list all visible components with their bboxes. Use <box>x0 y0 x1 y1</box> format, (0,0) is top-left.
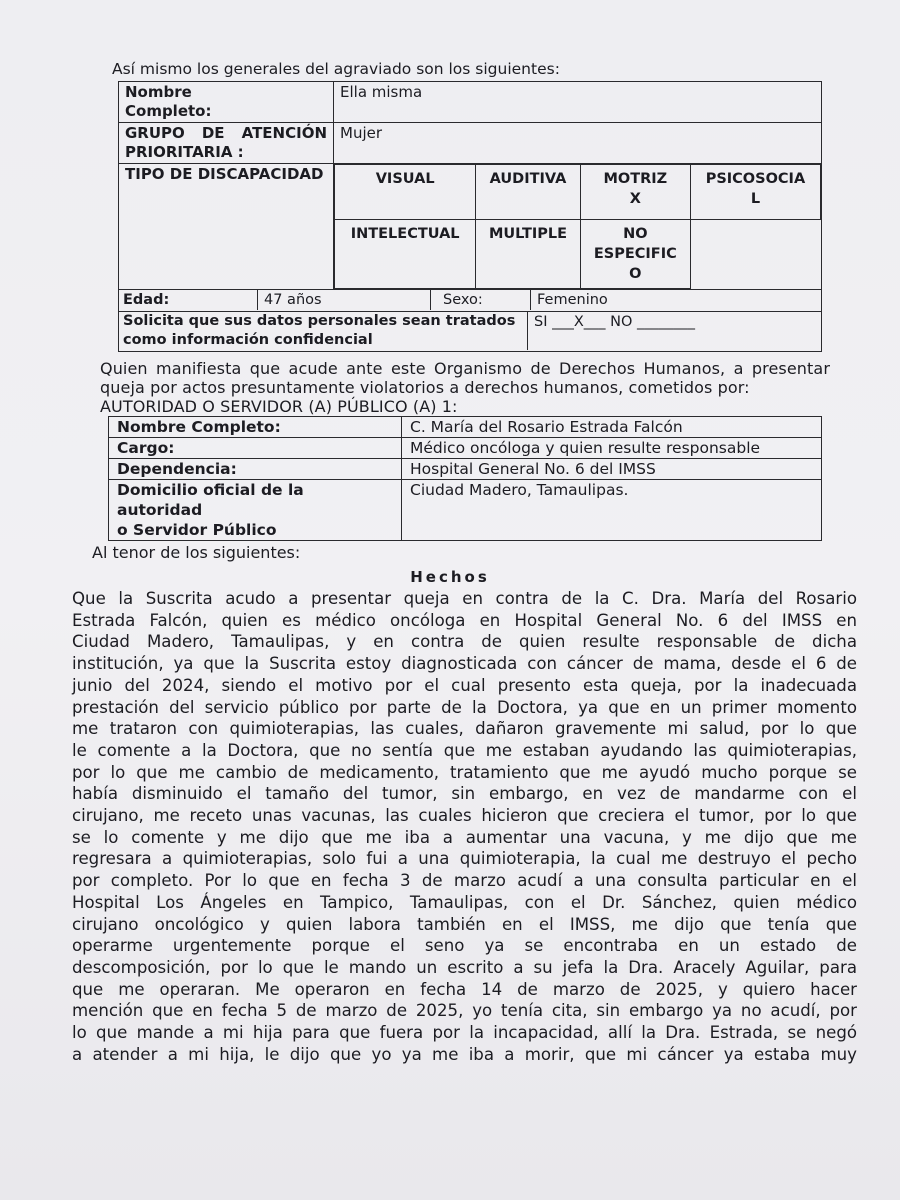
hechos-line: institución, ya que la Suscrita estoy diagnosticada con cáncer de mama, desde el 6 de <box>72 654 857 674</box>
confidencial-label: Solicita que sus datos personales sean tratados como información confidencial <box>119 312 528 350</box>
edad-sexo-grid <box>119 290 821 310</box>
hechos-line: prestación del servicio público por parte de la Doctora, ya que en un primer momento <box>72 697 857 717</box>
cargo-label: Cargo: <box>109 438 402 459</box>
hechos-line: se lo comente y me dijo que me iba a aumentar una vacuna, y me dijo que me <box>72 827 857 847</box>
row-confidencial <box>119 312 822 352</box>
dependencia-value: Hospital General No. 6 del IMSS <box>402 459 822 480</box>
hechos-line: Ciudad Madero, Tamaulipas, y en contra de quien resulte responsable de dicha <box>72 632 857 652</box>
hechos-line: le comente a la Doctora, que no sentía que me estaban ayudando las quimioterapias, <box>72 740 857 760</box>
hechos-line: por lo que me cambio de medicamento, tratamiento que me ayudó mucho porque se <box>72 762 857 782</box>
discap-motriz: MOTRIZ X <box>580 165 690 220</box>
row-autoridad-nombre <box>109 417 822 438</box>
hechos-line: descomposición, por lo que le mando un escrito a su jefa la Dra. Aracely Aguilar, para <box>72 957 857 977</box>
hechos-line: por completo. Por lo que en fecha 3 de marzo acudí a una consulta particular en el <box>72 871 857 891</box>
hechos-line: Estrada Falcón, quien es médico oncóloga en Hospital General No. 6 del IMSS en <box>72 610 857 630</box>
queja-paragraph: Quien manifiesta que acude ante este Organismo de Derechos Humanos, a presentar queja por actos presuntamente violatorios a derechos humanos, cometidos por: AUTORIDAD O SERVIDOR (A) PÚBLICO (A) 1: <box>100 359 830 416</box>
hechos-line: a atender a mi hija, le dijo que yo ya me iba a morir, que mi cáncer ya estaba muy <box>72 1044 857 1064</box>
nombre-label: Nombre Completo: <box>119 82 334 123</box>
domicilio-label: Domicilio oficial de la autoridad o Servidor Público <box>109 480 402 541</box>
nombre-value: Ella misma <box>334 82 822 123</box>
hechos-line: Que la Suscrita acudo a presentar queja en contra de la C. Dra. María del Rosario <box>72 589 857 608</box>
autoridad-table <box>108 416 822 541</box>
hechos-line: cirujano, me receto unas vacunas, las cuales hicieron que creciera el tumor, por lo que <box>72 806 857 826</box>
discap-empty <box>690 220 820 289</box>
discap-psicosocial: PSICOSOCIA L <box>690 165 820 220</box>
hechos-line: me trataron con quimioterapias, las cuales, dañaron gravemente mi salud, por lo que <box>72 719 857 739</box>
row-nombre <box>119 82 822 123</box>
hechos-line: mención que en fecha 5 de marzo de 2025, yo tenía cita, sin embargo ya no acudí, por <box>72 1001 857 1021</box>
hechos-line: había disminuido el tamaño del tumor, sin embargo, en vez de mandarme con el <box>72 784 857 804</box>
hechos-heading: Hechos <box>410 568 490 586</box>
sexo-value: Femenino <box>531 290 822 310</box>
confidencial-grid <box>119 312 821 350</box>
grupo-value: Mujer <box>334 123 822 164</box>
hechos-line: cirujano oncológico y quien labora también en el IMSS, me dijo que tenía que <box>72 914 857 934</box>
edad-label: Edad: <box>119 290 258 310</box>
confidencial-value: SI ___X___ NO ________ <box>528 312 822 350</box>
discapacidad-grid <box>334 164 821 289</box>
intro-text: Así mismo los generales del agraviado son los siguientes: <box>112 60 560 78</box>
grupo-label: GRUPO DE ATENCIÓN PRIORITARIA : <box>119 123 334 164</box>
discap-multiple: MULTIPLE <box>476 220 580 289</box>
discap-visual: VISUAL <box>335 165 476 220</box>
motriz-mark: X <box>629 191 641 207</box>
agraviado-table <box>118 81 822 352</box>
hechos-line: regresara a quimioterapias, solo fui a una quimioterapia, la cual me destruyo el pecho <box>72 849 857 869</box>
row-grupo <box>119 123 822 164</box>
hechos-line: que me operaran. Me operaron en fecha 14 de marzo de 2025, y quiero hacer <box>72 979 857 999</box>
row-domicilio <box>109 480 822 541</box>
sexo-label: Sexo: <box>431 290 531 310</box>
discap-intelectual: INTELECTUAL <box>335 220 476 289</box>
hechos-line: junio del 2024, siendo el motivo por el cual presento esta queja, por la inadecuada <box>72 675 857 695</box>
autoridad-nombre-value: C. María del Rosario Estrada Falcón <box>402 417 822 438</box>
discapacidad-options <box>334 164 822 290</box>
hechos-line: operarme urgentemente porque el seno ya se encontraba en un estado de <box>72 936 857 956</box>
row-cargo <box>109 438 822 459</box>
discap-auditiva: AUDITIVA <box>476 165 580 220</box>
autoridad-nombre-label: Nombre Completo: <box>109 417 402 438</box>
cargo-value: Médico oncóloga y quien resulte responsable <box>402 438 822 459</box>
row-dependencia <box>109 459 822 480</box>
tenor-text: Al tenor de los siguientes: <box>92 543 301 562</box>
row-discapacidad <box>119 164 822 290</box>
row-edad-sexo <box>119 290 822 312</box>
edad-value: 47 años <box>258 290 431 310</box>
discapacidad-label: TIPO DE DISCAPACIDAD <box>119 164 334 290</box>
dependencia-label: Dependencia: <box>109 459 402 480</box>
discap-no-especifico: NO ESPECIFIC O <box>580 220 690 289</box>
hechos-body <box>72 588 857 1065</box>
hechos-line: Hospital Los Ángeles en Tampico, Tamaulipas, con el Dr. Sánchez, quien médico <box>72 892 857 912</box>
hechos-line: lo que mande a mi hija para que fuera por la incapacidad, allí la Dra. Estrada, se negó <box>72 1023 857 1043</box>
domicilio-value: Ciudad Madero, Tamaulipas. <box>402 480 822 541</box>
